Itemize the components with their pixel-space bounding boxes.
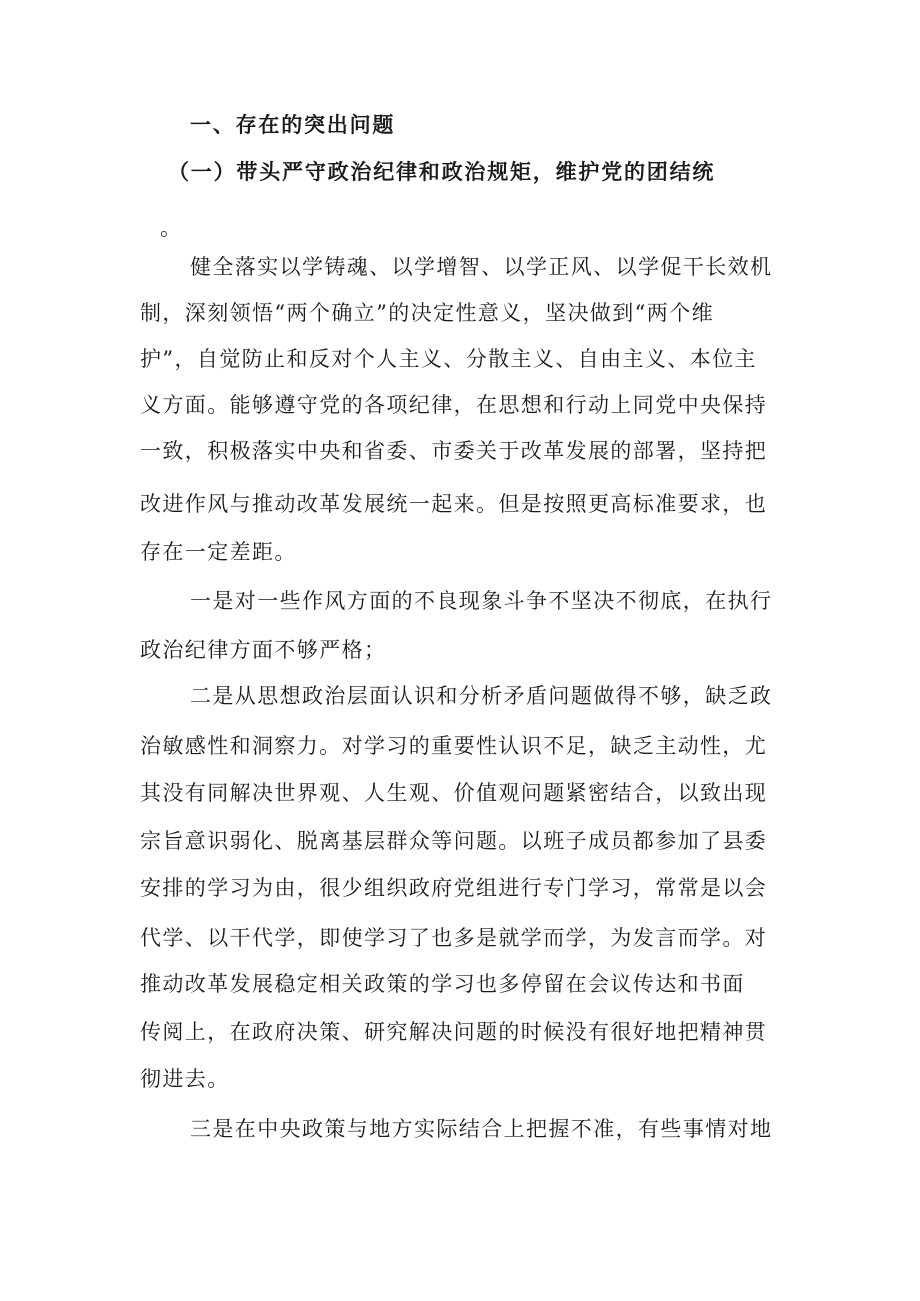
paragraph-line: 政治纪律方面不够严格； xyxy=(140,638,387,662)
paragraph-line: 推动改革发展稳定相关政策的学习也多停留在会议传达和书面 xyxy=(140,972,745,996)
paragraph-line: 传阅上，在政府决策、研究解决问题的时候没有很好地把精神贯 xyxy=(140,1020,768,1044)
paragraph-line: 存在一定差距。 xyxy=(140,540,297,564)
paragraph-line: 安排的学习为由，很少组织政府党组进行专门学习，常常是以会 xyxy=(140,876,768,900)
paragraph-line: 代学、以干代学，即使学习了也多是就学而学，为发言而学。对 xyxy=(140,926,768,950)
paragraph-line: 二是从思想政治层面认识和分析矛盾问题做得不够，缺乏政 xyxy=(190,684,773,708)
paragraph-line: 改进作风与推动改革发展统一起来。但是按照更高标准要求，也 xyxy=(140,492,768,516)
paragraph-line: 彻进去。 xyxy=(140,1067,230,1091)
subsection-title-end: 。 xyxy=(160,216,183,240)
paragraph-line: 宗旨意识弱化、脱离基层群众等问题。以班子成员都参加了县委 xyxy=(140,829,768,853)
section-title: 一、存在的突出问题 xyxy=(190,112,396,137)
paragraph-line: 三是在中央政策与地方实际结合上把握不准，有些事情对地 xyxy=(190,1117,773,1141)
paragraph-line: 其没有同解决世界观、人生观、价值观问题紧密结合，以致出现 xyxy=(140,781,768,805)
paragraph-line: 健全落实以学铸魂、以学增智、以学正风、以学促干长效机 xyxy=(190,255,773,279)
paragraph-line: 护”，自觉防止和反对个人主义、分散主义、自由主义、本位主 xyxy=(140,347,757,371)
paragraph-line: 制，深刻领悟“两个确立”的决定性意义，坚决做到“两个维 xyxy=(140,301,715,325)
paragraph-line: 治敏感性和洞察力。对学习的重要性认识不足，缺乏主动性，尤 xyxy=(140,734,768,758)
subsection-title: （一）带头严守政治纪律和政治规矩，维护党的团结统 xyxy=(168,159,716,184)
paragraph-line: 一致，积极落实中央和省委、市委关于改革发展的部署，坚持把 xyxy=(140,439,768,463)
paragraph-line: 一是对一些作风方面的不良现象斗争不坚决不彻底，在执行 xyxy=(190,589,773,613)
paragraph-line: 义方面。能够遵守党的各项纪律，在思想和行动上同党中央保持 xyxy=(140,393,768,417)
